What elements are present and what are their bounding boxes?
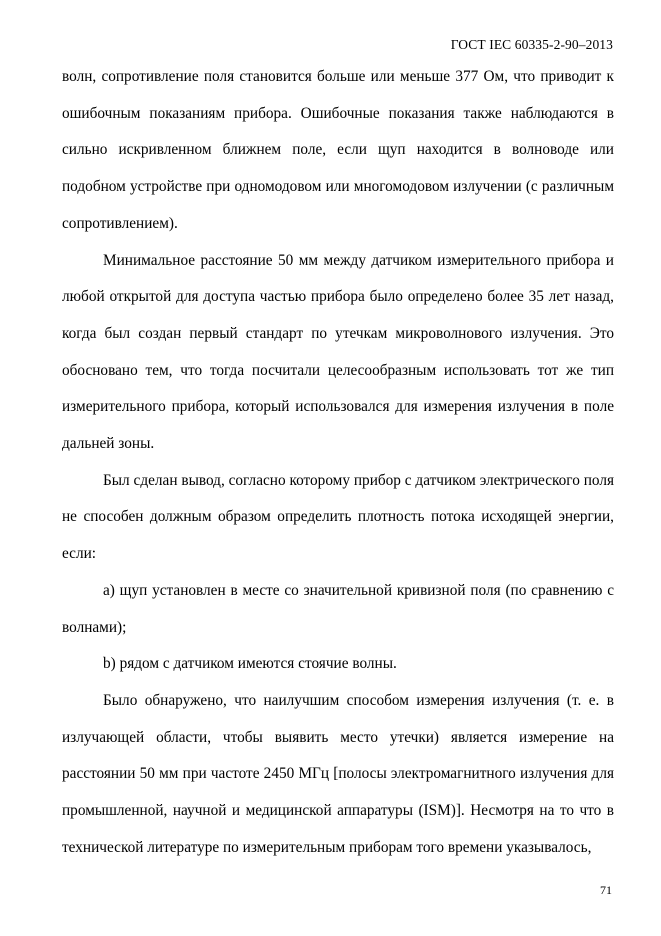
paragraph-conclusion: Был сделан вывод, согласно которому прибор с датчиком электрического поля не способен должным образом определить плотность потока исходящей энергии, если: (62, 471, 614, 563)
standard-header: ГОСТ IEC 60335-2-90–2013 (450, 37, 613, 52)
paragraph-measurement: Было обнаружено, что наилучшим способом измерения излучения (т. е. в излучающей области, чтобы выявить место утечки) является измерение на расстоянии 50 мм при частоте 2450 МГц [полосы электромагнитного излучения для промышленной, научной и медицинской аппаратуры (ISM)]. Несмотря на то что в технической литературе по измерительным приборам того времени указывалось, (62, 691, 614, 856)
page-number: 71 (600, 883, 612, 897)
paragraph-min-distance: Минимальное расстояние 50 мм между датчиком измерительного прибора и любой открытой для доступа частью прибора было определено более 35 лет назад, когда был создан первый стандарт по утечкам микроволнового излучения. Это обосновано тем, что тогда посчитали целесообразным использовать тот же тип измерительного прибора, который использовался для измерения излучения в поле дальней зоны. (62, 251, 614, 453)
list-item-b: b) рядом с датчиком имеются стоячие волны. (103, 655, 397, 673)
list-item-a: a) щуп установлен в месте со значительной кривизной поля (по сравнению с волнами); (62, 581, 614, 636)
body-text (62, 59, 614, 866)
paragraph-continuation: волн, сопротивление поля становится больше или меньше 377 Ом, что приводит к ошибочным показаниям прибора. Ошибочные показания также наблюдаются в сильно искривленном ближнем поле, если щуп находится в волноводе или подобном устройстве при одномодовом или многомодовом излучении (с различным сопротивлением). (62, 68, 614, 232)
